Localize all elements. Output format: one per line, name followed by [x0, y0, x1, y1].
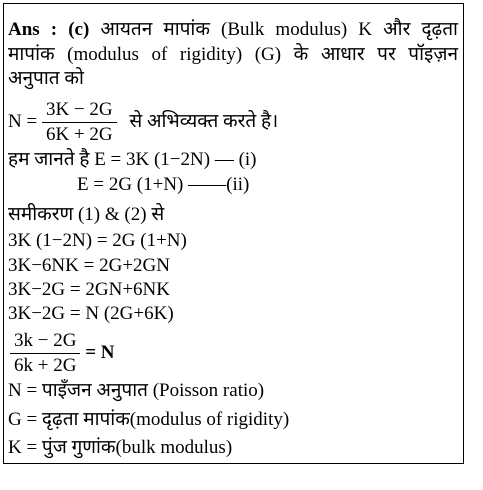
definition-n: N = पाइँजन अनुपात (Poisson ratio) [8, 380, 265, 401]
answer-label: Ans : (c) [8, 19, 90, 40]
step-4: 3K−2G = N (2G+6K) [8, 303, 174, 324]
result-rhs: = N [85, 341, 115, 363]
step-3: 3K−2G = 2GN+6NK [8, 279, 170, 300]
definition-k: K = पुंज गुणांक(bulk modulus) [8, 437, 233, 458]
poisson-formula [8, 98, 278, 147]
known-line-1 [8, 149, 257, 171]
step-2: 3K−6NK = 2G+2GN [8, 255, 170, 276]
step-1: 3K (1−2N) = 2G (1+N) [8, 230, 187, 251]
from-equations-line: समीकरण (1) & (2) से [8, 204, 165, 225]
formula-lhs: N = [8, 110, 38, 132]
result-fraction [10, 329, 80, 378]
intro-line-3: अनुपात को [8, 68, 84, 89]
intro-text-1: आयतन मापांक (Bulk modulus) K और दृढ़ता [100, 19, 458, 40]
known-eq1: E = 3K (1−2N) — (i) [94, 149, 257, 170]
definition-g: G = दृढ़ता मापांक(modulus of rigidity) [8, 409, 290, 430]
known-prefix: हम जानते है [8, 149, 90, 170]
result-denominator: 6k + 2G [14, 355, 77, 376]
formula-denominator: 6K + 2G [45, 124, 113, 145]
formula-fraction [42, 98, 117, 147]
known-eq2: E = 2G (1+N) ——(ii) [77, 174, 250, 195]
result-formula [10, 329, 115, 378]
formula-tail: से अभिव्यक्त करते है। [129, 110, 279, 132]
intro-line-2: मापांक (modulus of rigidity) (G) के आधार पर पॉइज़न [8, 44, 458, 65]
formula-numerator: 3K − 2G [42, 98, 117, 123]
intro-line-1 [8, 19, 458, 41]
result-numerator: 3k − 2G [10, 329, 80, 354]
